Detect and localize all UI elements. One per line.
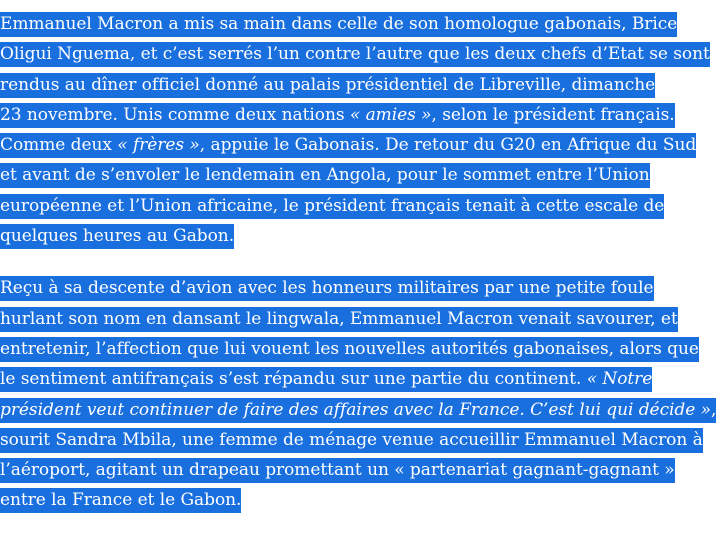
- text-segment: le sentiment antifrançais s’est répandu sur une partie du continent.: [0, 369, 587, 390]
- text-segment: quelques heures au Gabon.: [0, 226, 235, 247]
- selected-text[interactable]: [0, 73, 655, 98]
- selected-text[interactable]: [0, 398, 716, 423]
- paragraph-2: [0, 273, 725, 515]
- selected-text[interactable]: [0, 276, 654, 301]
- text-line: [0, 160, 725, 190]
- text-line: [0, 485, 725, 515]
- text-line: [0, 334, 725, 364]
- text-segment: , selon le président français.: [431, 104, 675, 125]
- text-segment: sourit Sandra Mbila, une femme de ménage venue accueillir Emmanuel Macron à: [0, 429, 703, 450]
- text-segment: l’aéroport, agitant un drapeau promettant un « partenariat gagnant-gagnant »: [0, 460, 675, 481]
- selected-text[interactable]: [0, 458, 675, 483]
- selected-text[interactable]: [0, 12, 677, 37]
- text-line: [0, 221, 725, 251]
- italic-quote: président veut continuer de faire des affaires avec la France. C’est lui qui décide »: [0, 399, 711, 420]
- text-line: [0, 39, 725, 69]
- text-segment: Emmanuel Macron a mis sa main dans celle de son homologue gabonais, Brice: [0, 14, 678, 34]
- italic-quote: « Notre: [586, 369, 653, 390]
- text-segment: Oligui Nguema, et c’est serrés l’un contre l’autre que les deux chefs d’Etat se sont: [0, 44, 710, 65]
- text-line: [0, 304, 725, 334]
- text-segment: rendus au dîner officiel donné au palais présidentiel de Libreville, dimanche: [0, 74, 656, 95]
- selected-text[interactable]: [0, 428, 703, 453]
- selected-text[interactable]: [0, 307, 678, 332]
- text-segment: européenne et l’Union africaine, le président français tenait à cette escale de: [0, 195, 665, 216]
- paragraph-1: [0, 9, 725, 251]
- selected-text[interactable]: [0, 133, 696, 158]
- text-segment: entre la France et le Gabon.: [0, 490, 242, 511]
- text-line: [0, 9, 725, 39]
- text-line: [0, 273, 725, 303]
- text-line: [0, 364, 725, 394]
- selected-text[interactable]: [0, 224, 234, 249]
- text-segment: entretenir, l’affection que lui vouent les nouvelles autorités gabonaises, alors que: [0, 338, 699, 359]
- text-segment: ,: [710, 399, 717, 420]
- text-line: [0, 70, 725, 100]
- text-line: [0, 130, 725, 160]
- article-body: [0, 9, 725, 516]
- selected-text[interactable]: [0, 367, 652, 392]
- selected-text[interactable]: [0, 42, 710, 67]
- text-line: [0, 191, 725, 221]
- italic-quote: « frères »: [117, 135, 200, 156]
- text-line: [0, 425, 725, 455]
- text-segment: et avant de s’envoler le lendemain en Angola, pour le sommet entre l’Union: [0, 165, 650, 186]
- italic-quote: « amies »: [349, 104, 432, 125]
- text-segment: Reçu à sa descente d’avion avec les honneurs militaires par une petite foule: [0, 278, 654, 299]
- selected-text[interactable]: [0, 163, 650, 188]
- selected-text[interactable]: [0, 488, 241, 513]
- selected-text[interactable]: [0, 103, 675, 128]
- selected-text[interactable]: [0, 337, 699, 362]
- text-line: [0, 455, 725, 485]
- text-line: [0, 395, 725, 425]
- selected-text[interactable]: [0, 194, 664, 219]
- text-segment: 23 novembre. Unis comme deux nations: [0, 104, 350, 125]
- text-segment: Comme deux: [0, 135, 118, 156]
- text-line: [0, 100, 725, 130]
- text-segment: hurlant son nom en dansant le lingwala, Emmanuel Macron venait savourer, et: [0, 308, 678, 329]
- text-segment: , appuie le Gabonais. De retour du G20 en Afrique du Sud: [199, 135, 697, 156]
